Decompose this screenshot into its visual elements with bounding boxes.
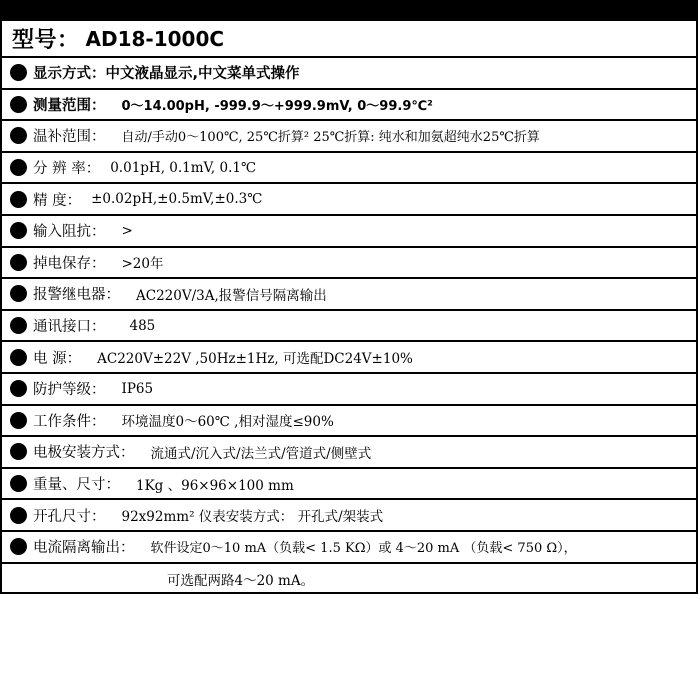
spec-value: 流通式/沉入式/法兰式/管道式/侧壁式: [150, 445, 372, 462]
spec-label: 显示方式：: [33, 66, 106, 83]
model-value: AD18-1000C: [85, 26, 225, 51]
model-label: 型号：: [12, 28, 80, 53]
bullet-icon: [10, 380, 27, 397]
spec-label: 输入阻抗：: [33, 224, 106, 241]
spec-row-protection: [2, 374, 696, 406]
spec-row-working-conditions: [2, 406, 696, 438]
spec-row-display: [2, 58, 696, 90]
bullet-icon: [10, 159, 27, 176]
spec-value-continuation: 可选配两路4～20 mA。: [167, 573, 315, 590]
bullet-icon: [10, 443, 27, 460]
spec-value: 自动/手动0～100℃, 25℃折算² 25℃折算: 纯水和加氨超纯水25℃折算: [121, 130, 540, 146]
spec-label: 分 辨 率：: [33, 161, 101, 178]
spec-row-relay: [2, 279, 696, 311]
spec-label: 开孔尺寸：: [33, 508, 106, 525]
spec-value: 环境温度0～60℃ ,相对湿度≤90%: [121, 414, 334, 431]
bullet-icon: [10, 254, 27, 271]
spec-value: AC220V/3A,报警信号隔离输出: [136, 287, 327, 304]
spec-row-temp-comp: [2, 121, 696, 153]
bullet-icon: [10, 222, 27, 239]
spec-value: ±0.02pH,±0.5mV,±0.3℃: [91, 191, 263, 208]
spec-row-impedance: [2, 216, 696, 248]
spec-row-range: [2, 90, 696, 122]
spec-value: 92x92mm² 仪表安装方式： 开孔式/架装式: [121, 509, 384, 526]
bullet-icon: [10, 475, 27, 492]
bullet-icon: [10, 64, 27, 81]
bullet-icon: [10, 127, 27, 144]
spec-row-cutout: [2, 500, 696, 532]
spec-label: 精 度：: [33, 192, 82, 209]
spec-label: 重量、尺寸：: [33, 477, 120, 494]
spec-row-accuracy: [2, 184, 696, 216]
spec-label: 掉电保存：: [33, 255, 106, 272]
bullet-icon: [10, 412, 27, 429]
model-row: [2, 18, 696, 58]
spec-value: 485: [129, 317, 156, 334]
spec-row-electrode-mount: [2, 437, 696, 469]
bullet-icon: [10, 349, 27, 366]
spec-label: 测量范围：: [33, 97, 106, 114]
spec-label: 报警继电器：: [33, 287, 120, 304]
bullet-icon: [10, 507, 27, 524]
spec-label: 电 源：: [33, 350, 82, 367]
spec-row-current-output-continued: [2, 564, 696, 596]
bullet-icon: [10, 96, 27, 113]
spec-value: 中文液晶显示,中文菜单式操作: [105, 66, 300, 83]
spec-label: 温补范围：: [33, 129, 106, 146]
bullet-icon: [10, 538, 27, 555]
spec-row-resolution: [2, 153, 696, 185]
bullet-icon: [10, 317, 27, 334]
bullet-icon: [10, 285, 27, 302]
spec-value: 0.01pH, 0.1mV, 0.1℃: [110, 159, 257, 176]
spec-value: >: [121, 222, 133, 239]
spec-row-current-output: [2, 532, 696, 564]
spec-label: 通讯接口：: [33, 319, 106, 336]
spec-value: AC220V±22V ,50Hz±1Hz, 可选配DC24V±10%: [97, 351, 413, 368]
spec-value: IP65: [121, 380, 154, 397]
spec-row-power-supply: [2, 342, 696, 374]
bullet-icon: [10, 191, 27, 208]
spec-label: 电流隔离输出：: [33, 540, 135, 557]
top-black-bar: [2, 0, 696, 18]
spec-value: 1Kg 、96×96×100 mm: [136, 477, 294, 494]
spec-label: 电极安装方式：: [33, 445, 135, 462]
spec-label: 防护等级：: [33, 382, 106, 399]
spec-value: >20年: [121, 256, 164, 273]
spec-row-weight-size: [2, 469, 696, 501]
spec-row-comm: [2, 311, 696, 343]
spec-row-power-loss: [2, 248, 696, 280]
spec-value: 0～14.00pH, -999.9～+999.9mV, 0～99.9℃²: [121, 98, 433, 114]
spec-value: 软件设定0～10 mA（负载< 1.5 KΩ）或 4～20 mA （负载< 750 Ω），: [150, 541, 577, 557]
spec-label: 工作条件：: [33, 413, 106, 430]
